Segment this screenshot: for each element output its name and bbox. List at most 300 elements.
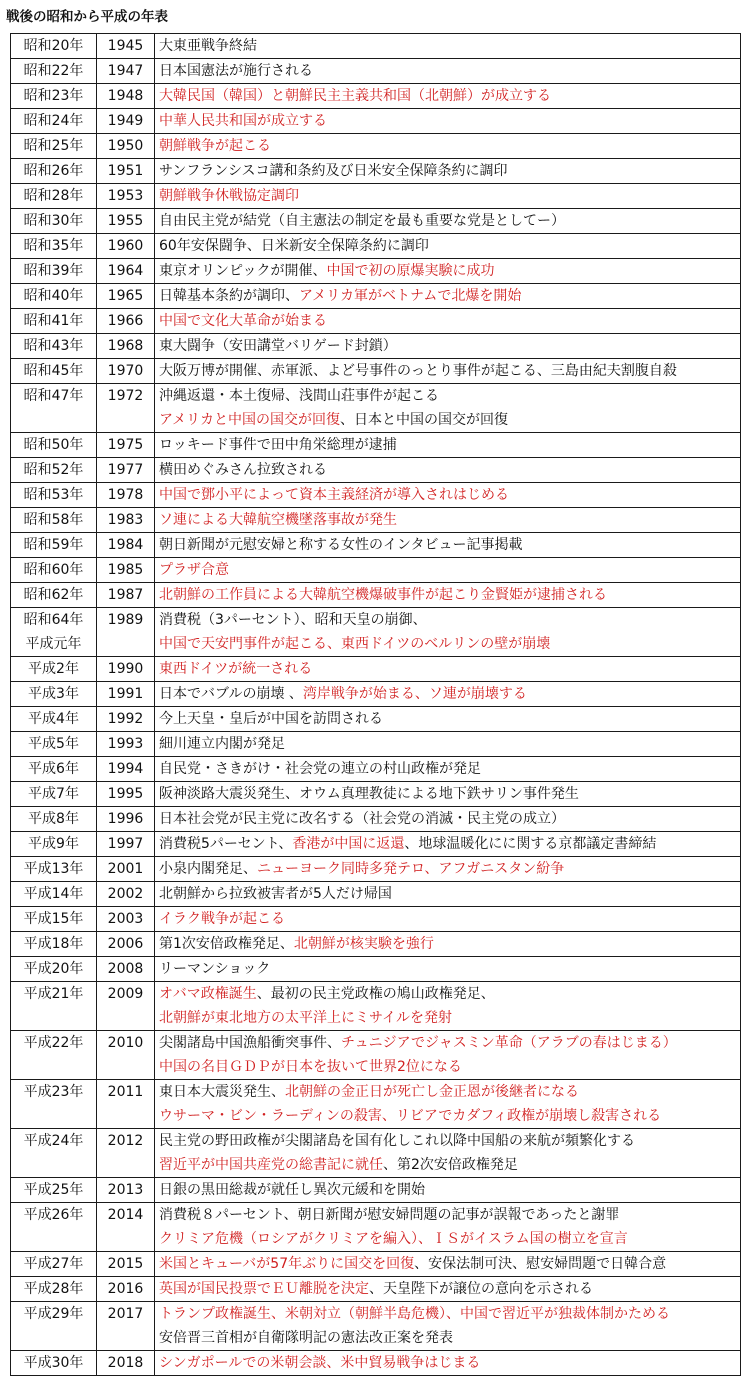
event-line bbox=[155, 1227, 740, 1251]
event-cell bbox=[155, 1302, 741, 1351]
event-line bbox=[155, 558, 740, 582]
era-cell bbox=[11, 34, 97, 59]
table-row bbox=[11, 483, 741, 508]
era-cell bbox=[11, 657, 97, 682]
event-line bbox=[155, 1104, 740, 1128]
event-text: 細川連立内閣が発足 bbox=[159, 736, 285, 752]
table-row bbox=[11, 84, 741, 109]
year-cell bbox=[97, 1031, 155, 1080]
event-text-highlight: アメリカ軍がベトナムで北爆を開始 bbox=[299, 288, 522, 304]
event-text: ロッキード事件で田中角栄総理が逮捕 bbox=[159, 437, 397, 453]
event-cell bbox=[155, 857, 741, 882]
year-cell bbox=[97, 309, 155, 334]
event-text-highlight: 中国の名目ＧＤＰが日本を抜いて世界2位になる bbox=[159, 1059, 462, 1075]
era-cell bbox=[11, 832, 97, 857]
event-cell bbox=[155, 134, 741, 159]
event-text: 東日本大震災発生、 bbox=[159, 1084, 285, 1100]
event-line bbox=[155, 1351, 740, 1375]
event-line bbox=[155, 1006, 740, 1030]
event-cell bbox=[155, 907, 741, 932]
event-line bbox=[155, 907, 740, 931]
year-value: 1964 bbox=[107, 263, 144, 279]
event-text: 東大闘争（安田講堂バリゲード封鎖） bbox=[159, 338, 397, 354]
era-name: 平成22年 bbox=[23, 1035, 84, 1051]
event-text-highlight: 中国で鄧小平によって資本主義経済が導入されはじめる bbox=[159, 487, 509, 503]
event-text: 、最初の民主党政権の鳩山政権発足、 bbox=[256, 986, 495, 1002]
table-row bbox=[11, 334, 741, 359]
event-cell bbox=[155, 384, 741, 433]
era-name: 平成18年 bbox=[23, 936, 84, 952]
year-value: 1996 bbox=[107, 811, 144, 827]
year-cell bbox=[97, 608, 155, 657]
year-value: 1978 bbox=[107, 487, 144, 503]
event-text-highlight: プラザ合意 bbox=[159, 562, 229, 578]
era-cell bbox=[11, 857, 97, 882]
event-cell bbox=[155, 1203, 741, 1252]
era-cell bbox=[11, 1203, 97, 1252]
year-value: 2011 bbox=[107, 1084, 144, 1100]
era-name: 昭和62年 bbox=[23, 587, 84, 603]
year-cell bbox=[97, 433, 155, 458]
event-line bbox=[155, 508, 740, 532]
event-text: 日本国憲法が施行される bbox=[159, 63, 313, 79]
event-cell bbox=[155, 757, 741, 782]
year-value: 1991 bbox=[107, 686, 144, 702]
year-cell bbox=[97, 259, 155, 284]
era-name: 昭和47年 bbox=[23, 388, 84, 404]
event-text-highlight: 北朝鮮が核実験を強行 bbox=[293, 936, 434, 952]
event-line bbox=[155, 1129, 740, 1153]
year-cell bbox=[97, 1129, 155, 1178]
table-row bbox=[11, 134, 741, 159]
event-text-highlight: 米国とキューバが57年ぶりに国交を回復 bbox=[159, 1256, 415, 1272]
event-cell bbox=[155, 932, 741, 957]
era-name: 昭和22年 bbox=[23, 63, 84, 79]
event-line bbox=[155, 608, 740, 632]
era-cell bbox=[11, 483, 97, 508]
year-value: 1947 bbox=[107, 63, 144, 79]
event-line bbox=[155, 882, 740, 906]
era-name: 昭和26年 bbox=[23, 163, 84, 179]
event-cell bbox=[155, 84, 741, 109]
year-cell bbox=[97, 857, 155, 882]
event-cell bbox=[155, 109, 741, 134]
era-cell bbox=[11, 384, 97, 433]
year-cell bbox=[97, 483, 155, 508]
event-line bbox=[155, 657, 740, 681]
era-cell bbox=[11, 1080, 97, 1129]
table-row bbox=[11, 857, 741, 882]
era-name: 昭和52年 bbox=[23, 462, 84, 478]
year-cell bbox=[97, 508, 155, 533]
event-text: 自民党・さきがけ・社会党の連立の村山政権が発足 bbox=[159, 761, 481, 777]
event-line bbox=[155, 59, 740, 83]
era-name: 平成7年 bbox=[28, 786, 79, 802]
table-row bbox=[11, 583, 741, 608]
table-row bbox=[11, 907, 741, 932]
event-text-highlight: 香港が中国に返還 bbox=[292, 836, 405, 852]
event-text: 、安保法制可決、慰安婦問題で日韓合意 bbox=[414, 1256, 667, 1272]
event-text-highlight: 東西ドイツが統一される bbox=[159, 661, 313, 677]
era-name: 平成21年 bbox=[23, 986, 84, 1002]
era-name: 昭和25年 bbox=[23, 138, 84, 154]
event-text-highlight: ニューヨーク同時多発テロ、アフガニスタン紛争 bbox=[257, 861, 565, 877]
year-value: 1995 bbox=[107, 786, 144, 802]
table-row bbox=[11, 807, 741, 832]
year-value: 2009 bbox=[107, 986, 144, 1002]
era-cell bbox=[11, 608, 97, 657]
table-row bbox=[11, 309, 741, 334]
era-name: 平成29年 bbox=[23, 1306, 84, 1322]
year-value: 2001 bbox=[107, 861, 144, 877]
table-row bbox=[11, 458, 741, 483]
table-row bbox=[11, 707, 741, 732]
table-row bbox=[11, 433, 741, 458]
event-line bbox=[155, 384, 740, 408]
era-name: 昭和24年 bbox=[23, 113, 84, 129]
era-name: 平成9年 bbox=[28, 836, 79, 852]
event-cell bbox=[155, 209, 741, 234]
event-cell bbox=[155, 334, 741, 359]
event-text: 日本社会党が民主党に改名する（社会党の消滅・民主党の成立） bbox=[159, 811, 565, 827]
year-value: 1950 bbox=[107, 138, 144, 154]
year-cell bbox=[97, 907, 155, 932]
event-line bbox=[155, 259, 740, 283]
table-row bbox=[11, 1351, 741, 1376]
event-text-highlight: 習近平が中国共産党の総書記に就任 bbox=[159, 1157, 383, 1173]
era-cell bbox=[11, 508, 97, 533]
year-value: 1975 bbox=[107, 437, 144, 453]
year-cell bbox=[97, 1080, 155, 1129]
event-cell bbox=[155, 159, 741, 184]
year-value: 2017 bbox=[107, 1306, 144, 1322]
event-cell bbox=[155, 533, 741, 558]
table-row bbox=[11, 1302, 741, 1351]
event-line bbox=[155, 408, 740, 432]
era-cell bbox=[11, 159, 97, 184]
year-value: 1997 bbox=[107, 836, 144, 852]
event-line bbox=[155, 1252, 740, 1276]
era-name: 昭和23年 bbox=[23, 88, 84, 104]
year-cell bbox=[97, 334, 155, 359]
year-cell bbox=[97, 1252, 155, 1277]
era-cell bbox=[11, 957, 97, 982]
year-value: 1966 bbox=[107, 313, 144, 329]
table-row bbox=[11, 384, 741, 433]
event-text-highlight: 中国で文化大革命が始まる bbox=[159, 313, 327, 329]
event-cell bbox=[155, 707, 741, 732]
year-value: 1989 bbox=[107, 612, 144, 628]
event-cell bbox=[155, 832, 741, 857]
event-line bbox=[155, 184, 740, 208]
event-text-highlight: 朝鮮戦争が起こる bbox=[159, 138, 271, 154]
event-line bbox=[155, 533, 740, 557]
event-text-highlight: トランプ政権誕生、米朝対立（朝鮮半島危機）、中国で習近平が独裁体制かためる bbox=[159, 1306, 670, 1322]
year-cell bbox=[97, 234, 155, 259]
event-line bbox=[155, 832, 740, 856]
event-text: 東京オリンピックが開催、 bbox=[159, 263, 327, 279]
event-line bbox=[155, 234, 740, 258]
era-cell bbox=[11, 433, 97, 458]
event-text: 民主党の野田政権が尖閣諸島を国有化しこれ以降中国船の来航が頻繁化する bbox=[159, 1133, 635, 1149]
event-line bbox=[155, 1277, 740, 1301]
era-name: 昭和59年 bbox=[23, 537, 84, 553]
table-row bbox=[11, 1031, 741, 1080]
table-row bbox=[11, 732, 741, 757]
event-line bbox=[155, 583, 740, 607]
era-cell bbox=[11, 334, 97, 359]
year-cell bbox=[97, 982, 155, 1031]
era-name: 平成28年 bbox=[23, 1281, 84, 1297]
year-value: 2018 bbox=[107, 1355, 144, 1371]
table-row bbox=[11, 1080, 741, 1129]
event-line bbox=[155, 1080, 740, 1104]
event-text-highlight: シンガポールでの米朝会談、米中貿易戦争はじまる bbox=[159, 1355, 481, 1371]
year-value: 2010 bbox=[107, 1035, 144, 1051]
era-cell bbox=[11, 807, 97, 832]
event-line bbox=[155, 707, 740, 731]
year-value: 1949 bbox=[107, 113, 144, 129]
table-row bbox=[11, 682, 741, 707]
era-name: 昭和20年 bbox=[23, 38, 84, 54]
era-name: 平成23年 bbox=[23, 1084, 84, 1100]
event-cell bbox=[155, 732, 741, 757]
year-cell bbox=[97, 184, 155, 209]
year-cell bbox=[97, 583, 155, 608]
event-text: 沖縄返還・本土復帰、浅間山荘事件が起こる bbox=[159, 388, 439, 404]
event-line bbox=[155, 732, 740, 756]
year-cell bbox=[97, 1178, 155, 1203]
event-text-highlight: 英国が国民投票でＥＵ離脱を決定 bbox=[159, 1281, 369, 1297]
event-text: 尖閣諸島中国漁船衝突事件、 bbox=[159, 1035, 341, 1051]
event-cell bbox=[155, 34, 741, 59]
event-cell bbox=[155, 657, 741, 682]
table-row bbox=[11, 59, 741, 84]
year-cell bbox=[97, 359, 155, 384]
event-text: 、地球温暖化にに関する京都議定書締結 bbox=[404, 836, 657, 852]
event-text: 消費税5パーセント、 bbox=[159, 836, 293, 852]
year-cell bbox=[97, 533, 155, 558]
era-cell bbox=[11, 1178, 97, 1203]
year-value: 1994 bbox=[107, 761, 144, 777]
year-value: 1985 bbox=[107, 562, 144, 578]
year-cell bbox=[97, 807, 155, 832]
era-cell bbox=[11, 209, 97, 234]
timeline-body bbox=[11, 34, 741, 1376]
event-cell bbox=[155, 682, 741, 707]
event-cell bbox=[155, 234, 741, 259]
era-cell bbox=[11, 458, 97, 483]
event-line bbox=[155, 982, 740, 1006]
event-text: 日韓基本条約が調印、 bbox=[159, 288, 299, 304]
year-cell bbox=[97, 757, 155, 782]
event-cell bbox=[155, 184, 741, 209]
year-cell bbox=[97, 458, 155, 483]
era-cell bbox=[11, 1277, 97, 1302]
era-cell bbox=[11, 882, 97, 907]
era-name: 平成30年 bbox=[23, 1355, 84, 1371]
year-cell bbox=[97, 209, 155, 234]
year-cell bbox=[97, 1351, 155, 1376]
event-cell bbox=[155, 458, 741, 483]
era-cell bbox=[11, 982, 97, 1031]
table-row bbox=[11, 34, 741, 59]
page-title: 戦後の昭和から平成の年表 bbox=[6, 9, 168, 25]
table-row bbox=[11, 1252, 741, 1277]
era-name: 昭和28年 bbox=[23, 188, 84, 204]
event-text: 、第2次安倍政権発足 bbox=[383, 1157, 518, 1173]
era-cell bbox=[11, 533, 97, 558]
event-text: 今上天皇・皇后が中国を訪問される bbox=[159, 711, 383, 727]
event-line bbox=[155, 1302, 740, 1326]
event-text-highlight: ウサーマ・ビン・ラーディンの殺害、リビアでカダフィ政権が崩壊し殺害される bbox=[159, 1108, 662, 1124]
year-value: 1951 bbox=[107, 163, 144, 179]
era-cell bbox=[11, 1351, 97, 1376]
event-cell bbox=[155, 882, 741, 907]
event-text-highlight: オバマ政権誕生 bbox=[159, 986, 257, 1002]
era-cell bbox=[11, 359, 97, 384]
event-cell bbox=[155, 433, 741, 458]
event-text-highlight: アメリカと中国の国交が回復 bbox=[159, 412, 341, 428]
era-cell bbox=[11, 1252, 97, 1277]
event-cell bbox=[155, 982, 741, 1031]
year-cell bbox=[97, 1203, 155, 1252]
event-line bbox=[155, 309, 740, 333]
event-cell bbox=[155, 558, 741, 583]
event-text: 朝日新聞が元慰安婦と称する女性のインタビュー記事掲載 bbox=[159, 537, 523, 553]
year-value: 1953 bbox=[107, 188, 144, 204]
event-line bbox=[155, 807, 740, 831]
event-line bbox=[155, 782, 740, 806]
era-cell bbox=[11, 707, 97, 732]
table-row bbox=[11, 608, 741, 657]
era-name: 昭和58年 bbox=[23, 512, 84, 528]
event-cell bbox=[155, 807, 741, 832]
event-text-highlight: 中華人民共和国が成立する bbox=[159, 113, 327, 129]
event-cell bbox=[155, 583, 741, 608]
event-line bbox=[155, 34, 740, 58]
era-cell bbox=[11, 558, 97, 583]
event-text: サンフランシスコ講和条約及び日米安全保障条約に調印 bbox=[159, 163, 508, 179]
year-cell bbox=[97, 957, 155, 982]
era-cell bbox=[11, 134, 97, 159]
event-cell bbox=[155, 359, 741, 384]
table-row bbox=[11, 234, 741, 259]
table-row bbox=[11, 259, 741, 284]
table-row bbox=[11, 832, 741, 857]
event-line bbox=[155, 1031, 740, 1055]
era-name: 昭和50年 bbox=[23, 437, 84, 453]
event-cell bbox=[155, 284, 741, 309]
era-name: 昭和53年 bbox=[23, 487, 84, 503]
event-line bbox=[155, 84, 740, 108]
year-cell bbox=[97, 732, 155, 757]
table-row bbox=[11, 109, 741, 134]
year-value: 2002 bbox=[107, 886, 144, 902]
year-value: 2008 bbox=[107, 961, 144, 977]
table-row bbox=[11, 284, 741, 309]
event-text: 北朝鮮から拉致被害者が5人だけ帰国 bbox=[159, 886, 392, 902]
era-cell bbox=[11, 932, 97, 957]
event-cell bbox=[155, 608, 741, 657]
timeline-table bbox=[10, 33, 741, 1376]
era-cell bbox=[11, 583, 97, 608]
era-name: 昭和64年 bbox=[23, 612, 84, 628]
event-text: 消費税８パーセント、朝日新聞が慰安婦問題の記事が誤報であったと謝罪 bbox=[159, 1207, 620, 1223]
era-name: 平成26年 bbox=[23, 1207, 84, 1223]
table-row bbox=[11, 757, 741, 782]
event-line bbox=[155, 932, 740, 956]
year-value: 1970 bbox=[107, 363, 144, 379]
era-cell bbox=[11, 907, 97, 932]
year-value: 2016 bbox=[107, 1281, 144, 1297]
era-name: 平成5年 bbox=[28, 736, 79, 752]
year-cell bbox=[97, 159, 155, 184]
event-text: 安倍晋三首相が自衛隊明記の憲法改正案を発表 bbox=[159, 1330, 453, 1346]
year-cell bbox=[97, 84, 155, 109]
event-text: リーマンショック bbox=[159, 961, 271, 977]
era-cell bbox=[11, 1031, 97, 1080]
era-name: 平成24年 bbox=[23, 1133, 84, 1149]
year-value: 1987 bbox=[107, 587, 144, 603]
era-cell bbox=[11, 184, 97, 209]
event-cell bbox=[155, 59, 741, 84]
year-value: 1960 bbox=[107, 238, 144, 254]
event-text-highlight: クリミア危機（ロシアがクリミアを編入）、ＩＳがイスラム国の樹立を宣言 bbox=[159, 1231, 628, 1247]
year-cell bbox=[97, 782, 155, 807]
event-cell bbox=[155, 309, 741, 334]
event-line bbox=[155, 359, 740, 383]
event-text: 小泉内閣発足、 bbox=[159, 861, 257, 877]
era-cell bbox=[11, 732, 97, 757]
year-cell bbox=[97, 384, 155, 433]
era-name: 昭和43年 bbox=[23, 338, 84, 354]
event-text-highlight: 北朝鮮が東北地方の太平洋上にミサイルを発射 bbox=[159, 1010, 453, 1026]
event-line bbox=[155, 957, 740, 981]
event-text-highlight: 中国で天安門事件が起こる、東西ドイツのベルリンの壁が崩壊 bbox=[159, 636, 551, 652]
event-line bbox=[155, 757, 740, 781]
year-value: 1945 bbox=[107, 38, 144, 54]
event-text: 日本でバブルの崩壊 、 bbox=[159, 686, 303, 702]
event-line bbox=[155, 857, 740, 881]
year-value: 2015 bbox=[107, 1256, 144, 1272]
era-cell bbox=[11, 309, 97, 334]
era-name: 平成15年 bbox=[23, 911, 84, 927]
event-cell bbox=[155, 957, 741, 982]
year-value: 2014 bbox=[107, 1207, 144, 1223]
era-name: 昭和40年 bbox=[23, 288, 84, 304]
year-value: 1972 bbox=[107, 388, 144, 404]
event-line bbox=[155, 632, 740, 656]
event-text: 日銀の黒田総裁が就任し異次元緩和を開始 bbox=[159, 1182, 425, 1198]
event-text-highlight: 朝鮮戦争休戦協定調印 bbox=[159, 188, 299, 204]
year-cell bbox=[97, 134, 155, 159]
table-row bbox=[11, 533, 741, 558]
year-value: 1955 bbox=[107, 213, 144, 229]
table-row bbox=[11, 932, 741, 957]
year-value: 2006 bbox=[107, 936, 144, 952]
era-name: 平成27年 bbox=[23, 1256, 84, 1272]
event-line bbox=[155, 284, 740, 308]
event-line bbox=[155, 433, 740, 457]
event-cell bbox=[155, 1129, 741, 1178]
era-cell bbox=[11, 1302, 97, 1351]
era-name: 平成6年 bbox=[28, 761, 79, 777]
event-line bbox=[155, 458, 740, 482]
event-line bbox=[155, 1326, 740, 1350]
year-value: 1983 bbox=[107, 512, 144, 528]
event-line bbox=[155, 109, 740, 133]
